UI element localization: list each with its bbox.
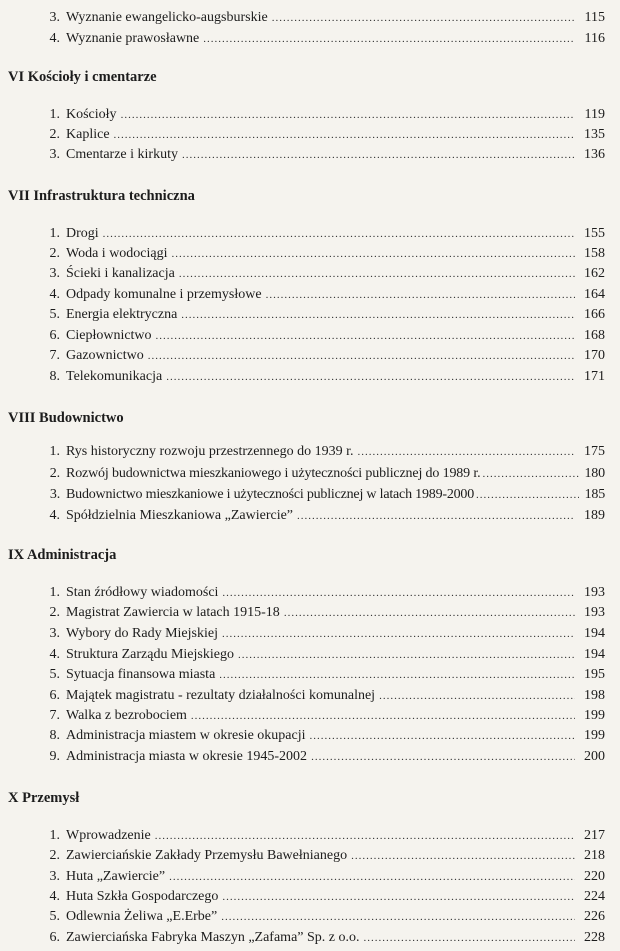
entry-number: 6. <box>49 328 60 343</box>
entry-title: Wybory do Rady Miejskiej <box>66 626 218 641</box>
entry-number: 1. <box>49 828 60 843</box>
entry-title: Energia elektryczna <box>66 307 178 322</box>
dot-leader <box>191 707 575 725</box>
toc-entry <box>36 465 605 483</box>
entry-number: 2. <box>49 466 60 481</box>
entry-number: 3. <box>49 10 60 25</box>
toc-entry <box>36 687 605 705</box>
entry-page: 185 <box>584 487 605 502</box>
entry-number: 5. <box>49 307 60 322</box>
entry-title: Telekomunikacja <box>66 369 163 384</box>
entry-number: 1. <box>49 444 60 459</box>
toc-entry <box>36 625 605 643</box>
entry-title: Kościoły <box>66 107 117 122</box>
entry-page: 116 <box>584 31 605 46</box>
entry-title: Spółdzielnia Mieszkaniowa „Zawiercie” <box>66 508 294 523</box>
toc-entry <box>36 929 605 947</box>
entry-number: 2. <box>49 848 60 863</box>
entry-title: Administracja miastem w okresie okupacji <box>66 728 306 743</box>
dot-leader <box>182 146 575 164</box>
toc-entry <box>36 225 605 243</box>
toc-entry <box>36 126 605 144</box>
section-heading: VII Infrastruktura techniczna <box>8 188 195 204</box>
dot-leader <box>351 847 575 865</box>
entry-number: 7. <box>49 708 60 723</box>
toc-entry <box>36 666 605 684</box>
entry-page: 228 <box>584 930 605 945</box>
entry-number: 3. <box>49 147 60 162</box>
entry-page: 135 <box>584 127 605 142</box>
dot-leader <box>156 327 575 345</box>
entry-page: 136 <box>584 147 605 162</box>
entry-number: 6. <box>49 930 60 945</box>
entry-title: Sytuacja finansowa miasta <box>66 667 216 682</box>
entry-title: Kaplice <box>66 127 110 142</box>
dot-leader <box>179 265 575 283</box>
toc-entry <box>36 868 605 886</box>
entry-number: 3. <box>49 626 60 641</box>
entry-title: Gazownictwo <box>66 348 144 363</box>
entry-page: 168 <box>584 328 605 343</box>
entry-number: 1. <box>49 226 60 241</box>
entry-number: 3. <box>49 266 60 281</box>
toc-entry <box>36 908 605 926</box>
entry-title: Administracja miasta w okresie 1945-2002 <box>66 749 308 764</box>
toc-entry <box>36 30 605 48</box>
dot-leader <box>172 245 575 263</box>
entry-page: 155 <box>584 226 605 241</box>
section-heading: VI Kościoły i cmentarze <box>8 69 157 85</box>
toc-entry <box>36 265 605 283</box>
entry-page: 193 <box>584 605 605 620</box>
entry-page: 217 <box>584 828 605 843</box>
entry-page: 199 <box>584 708 605 723</box>
toc-entry <box>36 9 605 27</box>
entry-page: 164 <box>584 287 605 302</box>
entry-title: Wyznanie prawosławne <box>66 31 200 46</box>
toc-entry <box>36 443 605 461</box>
entry-number: 4. <box>49 647 60 662</box>
dot-leader <box>203 30 575 48</box>
dot-leader <box>222 584 575 602</box>
entry-title: Ścieki i kanalizacja <box>66 266 175 281</box>
entry-title: Walka z bezrobociem <box>66 708 187 723</box>
entry-page: 193 <box>584 585 605 600</box>
dot-leader <box>181 306 575 324</box>
entry-number: 4. <box>49 508 60 523</box>
entry-number: 4. <box>49 889 60 904</box>
dot-leader <box>219 666 575 684</box>
entry-page: 218 <box>584 848 605 863</box>
toc-entry <box>36 507 605 525</box>
entry-page: 194 <box>584 647 605 662</box>
toc-entry <box>36 146 605 164</box>
entry-title: Majątek magistratu - rezultaty działalności komunalnej <box>66 688 376 703</box>
entry-title: Stan źródłowy wiadomości <box>66 585 219 600</box>
dot-leader <box>148 347 575 365</box>
entry-number: 3. <box>49 487 60 502</box>
entry-number: 6. <box>49 688 60 703</box>
dot-leader <box>121 106 575 124</box>
toc-entry <box>36 604 605 622</box>
dot-leader <box>284 604 575 622</box>
entry-number: 9. <box>49 749 60 764</box>
dot-leader <box>297 507 575 525</box>
dot-leader <box>364 929 576 947</box>
dot-leader <box>155 827 575 845</box>
entry-number: 8. <box>49 369 60 384</box>
entry-page: 224 <box>584 889 605 904</box>
entry-number: 2. <box>49 127 60 142</box>
entry-page: 162 <box>584 266 605 281</box>
entry-title: Struktura Zarządu Miejskiego <box>66 647 234 662</box>
toc-entry <box>36 727 605 745</box>
entry-page: 198 <box>584 688 605 703</box>
dot-leader <box>166 368 575 386</box>
toc-entry <box>36 245 605 263</box>
entry-number: 4. <box>49 31 60 46</box>
entry-page: 195 <box>584 667 605 682</box>
entry-title: Huta „Zawiercie” <box>66 869 166 884</box>
dot-leader <box>222 625 575 643</box>
entry-number: 8. <box>49 728 60 743</box>
section-heading: IX Administracja <box>8 547 117 563</box>
entry-page: 180 <box>584 466 605 481</box>
dot-leader <box>379 687 575 705</box>
entry-page: 189 <box>584 508 605 523</box>
entry-title: Rys historyczny rozwoju przestrzennego do 1939 r. <box>66 444 354 459</box>
entry-title: Odlewnia Żeliwa „E.Erbe” <box>66 909 218 924</box>
entry-number: 2. <box>49 246 60 261</box>
entry-page: 119 <box>584 107 605 122</box>
entry-number: 1. <box>49 107 60 122</box>
entry-number: 5. <box>49 909 60 924</box>
entry-title: Wprowadzenie <box>66 828 151 843</box>
entry-page: 175 <box>584 444 605 459</box>
entry-page: 194 <box>584 626 605 641</box>
toc-entry <box>36 327 605 345</box>
dot-leader <box>358 443 575 461</box>
entry-title: Magistrat Zawiercia w latach 1915-18 <box>66 605 280 620</box>
toc-entry <box>36 888 605 906</box>
entry-title: Rozwój budownictwa mieszkaniowego i użyteczności publicznej do 1989 r. <box>66 466 481 481</box>
dot-leader <box>222 888 575 906</box>
entry-title: Zawierciańska Fabryka Maszyn „Zafama” Sp. z o.o. <box>66 930 360 945</box>
dot-leader <box>266 286 575 304</box>
entry-title: Budownictwo mieszkaniowe i użyteczności publicznej w latach 1989-2000 <box>66 487 475 502</box>
entry-title: Wyznanie ewangelicko-augsburskie <box>66 10 268 25</box>
entry-page: 166 <box>584 307 605 322</box>
dot-leader <box>114 126 575 144</box>
toc-entry <box>36 368 605 386</box>
toc-entry <box>36 286 605 304</box>
toc-entry <box>36 106 605 124</box>
dot-leader <box>272 9 575 27</box>
toc-entry <box>36 486 605 504</box>
entry-page: 171 <box>584 369 605 384</box>
entry-title: Odpady komunalne i przemysłowe <box>66 287 262 302</box>
toc-entry <box>36 847 605 865</box>
dot-leader <box>311 748 575 766</box>
entry-title: Zawierciańskie Zakłady Przemysłu Bawełnianego <box>66 848 348 863</box>
toc-entry <box>36 306 605 324</box>
dot-leader <box>169 868 575 886</box>
entry-page: 200 <box>584 749 605 764</box>
toc-entry <box>36 707 605 725</box>
entry-page: 199 <box>584 728 605 743</box>
section-heading: VIII Budownictwo <box>8 410 124 426</box>
dot-leader <box>482 465 579 483</box>
toc-entry <box>36 748 605 766</box>
entry-page: 158 <box>584 246 605 261</box>
entry-number: 7. <box>49 348 60 363</box>
dot-leader <box>103 225 575 243</box>
section-heading: X Przemysł <box>8 790 80 806</box>
toc-entry <box>36 347 605 365</box>
dot-leader <box>238 646 575 664</box>
entry-title: Ciepłownictwo <box>66 328 152 343</box>
entry-number: 2. <box>49 605 60 620</box>
entry-number: 4. <box>49 287 60 302</box>
dot-leader <box>310 727 576 745</box>
toc-entry <box>36 584 605 602</box>
entry-page: 115 <box>584 10 605 25</box>
entry-number: 1. <box>49 585 60 600</box>
entry-number: 3. <box>49 869 60 884</box>
entry-page: 226 <box>584 909 605 924</box>
entry-page: 220 <box>584 869 605 884</box>
dot-leader <box>221 908 575 926</box>
toc-entry <box>36 646 605 664</box>
entry-title: Woda i wodociągi <box>66 246 168 261</box>
entry-page: 170 <box>584 348 605 363</box>
entry-title: Cmentarze i kirkuty <box>66 147 178 162</box>
toc-entry <box>36 827 605 845</box>
entry-title: Drogi <box>66 226 99 241</box>
entry-number: 5. <box>49 667 60 682</box>
dot-leader <box>476 486 579 504</box>
entry-title: Huta Szkła Gospodarczego <box>66 889 219 904</box>
